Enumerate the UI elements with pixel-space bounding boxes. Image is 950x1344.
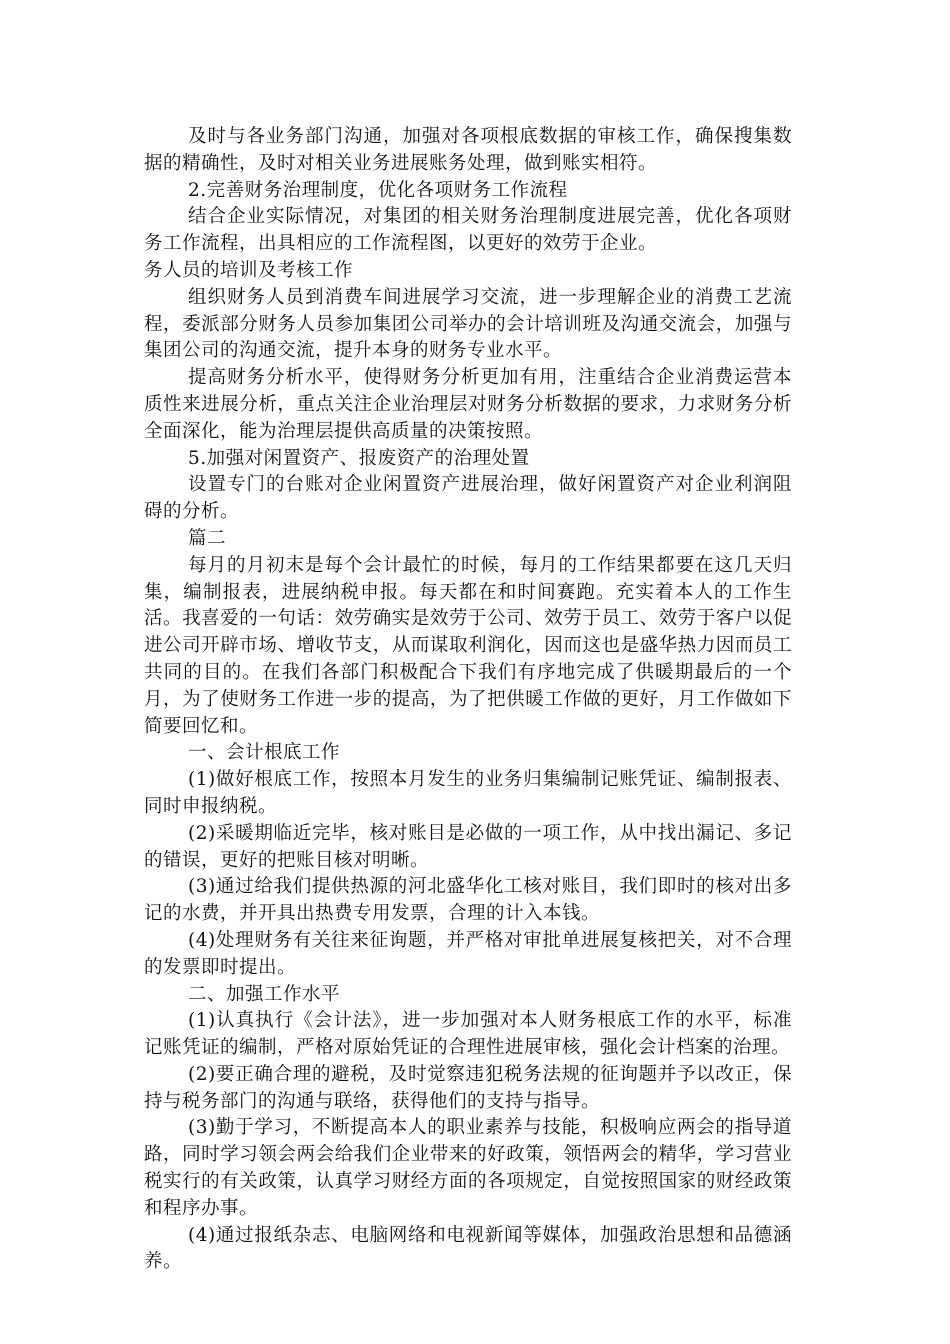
paragraph-1: 及时与各业务部门沟通，加强对各项根底数据的审核工作，确保搜集数据的精确性，及时对相关业务进展账务处理，做到账实相符。 [144, 126, 792, 174]
part-heading: 篇二 [188, 527, 227, 549]
list-item-14: (3)通过给我们提供热源的河北盛华化工核对账目，我们即时的核对出多记的水费，并开具出热费专用发票，合理的计入本钱。 [144, 876, 792, 925]
section-heading-2: 2.完善财务治理制度，优化各项财务工作流程 [188, 179, 568, 201]
paragraph-8: 设置专门的台账对企业闲置资产进展治理，做好闲置资产对企业利润阻碍的分析。 [144, 474, 792, 523]
list-item-19: (3)勤于学习，不断提高本人的职业素养与技能，积极响应两会的指导道路，同时学习领会两会给我们企业带来的好政策，领悟两会的精华，学习营业税实行的有关政策，认真学习财经方面的各项规定，自觉按照国家的财经政策和程序办事。 [144, 1117, 792, 1219]
list-item-15: (4)处理财务有关往来征询题，并严格对审批单进展复核把关，对不合理的发票即时提出。 [144, 929, 792, 978]
document-page [144, 124, 792, 1276]
section-heading-7: 5.加强对闲置资产、报废资产的治理处置 [188, 447, 530, 469]
paragraph-5: 组织财务人员到消费车间进展学习交流，进一步理解企业的消费工艺流程，委派部分财务人员参加集团公司举办的会计培训班及沟通交流会，加强与集团公司的沟通交流，提升本身的财务专业水平。 [144, 286, 792, 362]
paragraph-6: 提高财务分析水平，使得财务分析更加有用，注重结合企业消费运营本质性来进展分析，重点关注企业治理层对财务分析数据的要求，力求财务分析全面深化，能为治理层提供高质量的决策按照。 [144, 367, 792, 442]
list-item-20: (4)通过报纸杂志、电脑网络和电视新闻等媒体，加强政治思想和品德涵养。 [144, 1224, 792, 1273]
paragraph-3: 结合企业实际情况，对集团的相关财务治理制度进展完善，优化各项财务工作流程，出具相应的工作流程图，以更好的效劳于企业。 [144, 206, 792, 255]
list-item-17: (1)认真执行《会计法》，进一步加强对本人财务根底工作的水平，标准记账凭证的编制，严格对原始凭证的合理性进展审核，强化会计档案的治理。 [144, 1010, 792, 1059]
list-item-13: (2)采暖期临近完毕，核对账目是必做的一项工作，从中找出漏记、多记的错误，更好的把账目核对明晰。 [144, 822, 792, 871]
section-heading-11: 一、会计根底工作 [188, 742, 341, 764]
list-item-18: (2)要正确合理的避税，及时觉察违犯税务法规的征询题并予以改正，保持与税务部门的沟通与联络，获得他们的支持与指导。 [144, 1063, 792, 1112]
paragraph-10: 每月的月初末是每个会计最忙的时候，每月的工作结果都要在这几天归集，编制报表，进展纳税申报。每天都在和时间赛跑。充实着本人的工作生活。我喜爱的一句话：效劳确实是效劳于公司、效劳于员工、效劳于客户以促进公司开辟市场、增收节支，从而谋取利润化，因而这也是盛华热力因而员工共同的目的。在我们各部门积极配合下我们有序地完成了供暖期最后的一个月，为了使财务工作进一步的提高，为了把供暖工作做的更好，月工作做如下简要回忆和。 [144, 554, 792, 737]
list-item-12: (1)做好根底工作，按照本月发生的业务归集编制记账凭证、编制报表、同时申报纳税。 [144, 769, 792, 817]
section-heading-16: 二、加强工作水平 [188, 983, 341, 1005]
section-heading-4: 务人员的培训及考核工作 [144, 259, 354, 281]
